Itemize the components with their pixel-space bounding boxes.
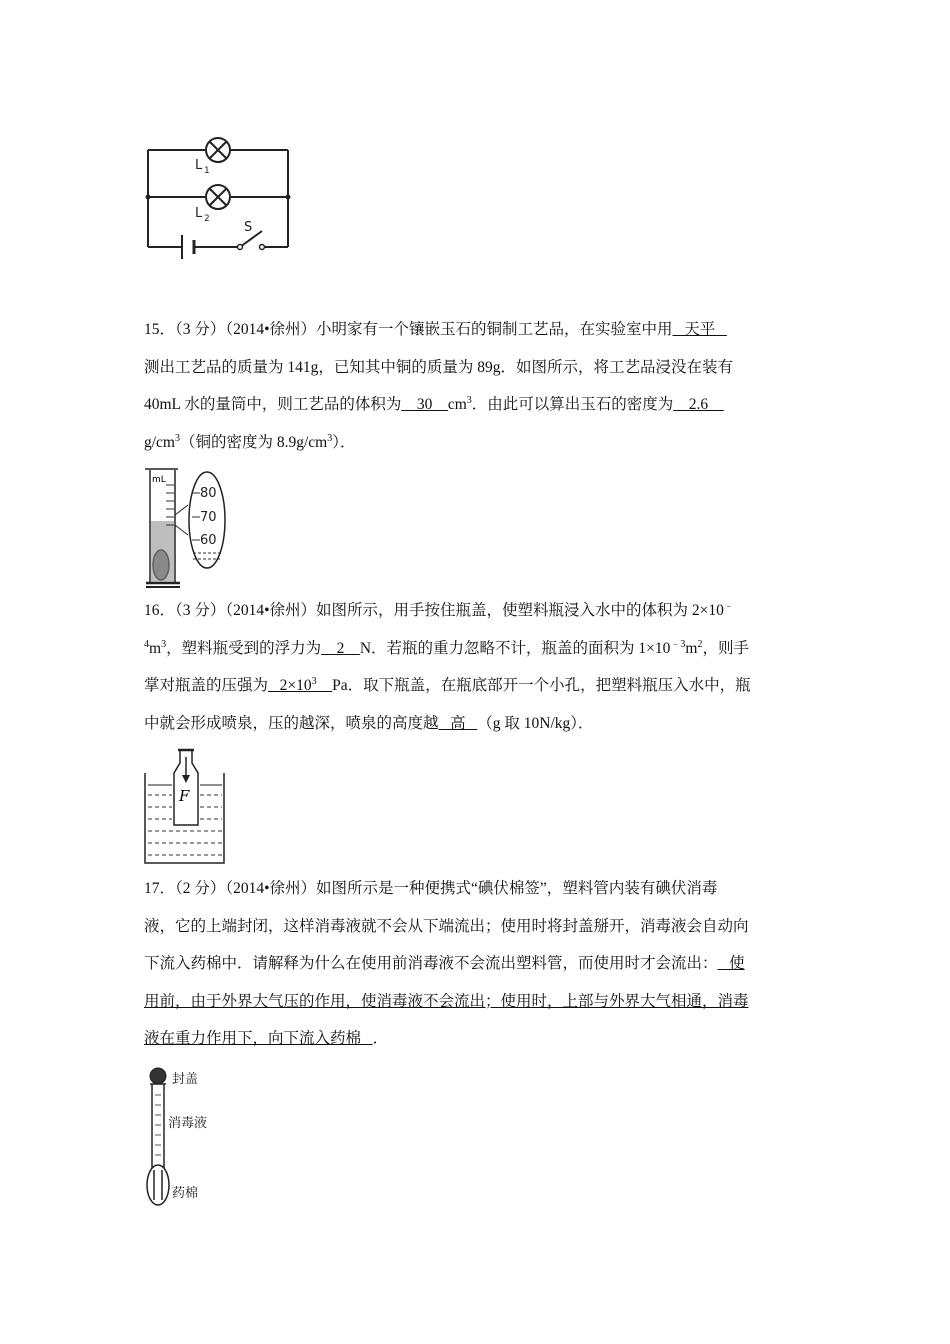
label-l1: L xyxy=(195,158,203,173)
answer-volume: 30 xyxy=(401,396,448,413)
label-l2: L xyxy=(195,206,203,221)
mark-60: 60 xyxy=(200,533,217,548)
svg-text:1: 1 xyxy=(204,166,210,176)
question-15: 15．（3 分）（2014•徐州）小明家有一个镶嵌玉石的铜制工艺品，在实验室中用 天平 测出工艺品的质量为 141g，已知其中铜的质量为 89g．如图所示，将工艺品浸没在装有 40mL 水的量筒中，则工艺品的体积为 30 $cm^3$．由此可以算出玉石的密度为 2.6 $g/cm^3$（铜的密度为 $8.9g/cm^3$）． xyxy=(144,321,734,451)
answer-density: 2.6 xyxy=(673,396,724,413)
answer-explanation-start: 使 xyxy=(717,955,745,972)
label-cap: 封盖 xyxy=(172,1072,199,1087)
svg-text:mL: mL xyxy=(152,475,166,485)
question-16: 16．（3 分）（2014•徐州）如图所示，用手按住瓶盖，使塑料瓶浸入水中的体积为 2×10﹣ $^4m^3$，塑料瓶受到的浮力为 2 N．若瓶的重力忽略不计，瓶盖的面积为 $1\times 10^{﹣3}m^2$，则手 掌对瓶盖的压强为 $2\times 10^3$ Pa．取下瓶盖，在瓶底部开一个小孔，把塑料瓶压入水中，瓶 中就会形成喷泉，压的越深，喷泉的高度越 高 （g 取 10N/kg）． xyxy=(144,601,751,732)
answer-balance: 天平 xyxy=(672,321,727,338)
answer-buoyancy: 2 xyxy=(321,639,360,657)
graduated-cylinder-figure xyxy=(140,465,230,590)
label-cotton: 药棉 xyxy=(172,1186,199,1201)
question-17: 17．（2 分）（2014•徐州）如图所示是一种便携式“碘伏棉签”，塑料管内装有碘伏消毒 液，它的上端封闭，这样消毒液就不会从下端流出；使用时将封盖掰开，消毒液会自动向 下流入药棉中．请解释为什么在使用前消毒液不会流出塑料管，而使用时才会流出： 使 用前，由于外界大气压的作用，使消毒液不会流出；使用时，上部与外界大气相通，消毒 液在重力作用下，向下流入药棉 ． xyxy=(144,880,749,1047)
lamp-l1 xyxy=(206,138,230,162)
lamp-l2 xyxy=(206,185,230,209)
label-liquid: 消毒液 xyxy=(168,1116,208,1131)
svg-text:2: 2 xyxy=(204,214,210,224)
answer-pressure: $2\times 10^3$ xyxy=(268,676,317,694)
circuit-diagram xyxy=(140,135,300,265)
answer-explanation: 用前，由于外界大气压的作用，使消毒液不会流出；使用时，上部与外界大气相通，消毒 xyxy=(144,992,749,1010)
answer-explanation-end: 液在重力作用下，向下流入药棉 xyxy=(144,1030,373,1047)
bottle-in-water-figure xyxy=(140,745,230,870)
label-switch: S xyxy=(244,220,253,235)
answer-height: 高 xyxy=(438,714,478,732)
mark-70: 70 xyxy=(200,510,217,525)
force-label: F xyxy=(179,787,190,805)
mark-80: 80 xyxy=(200,486,217,501)
